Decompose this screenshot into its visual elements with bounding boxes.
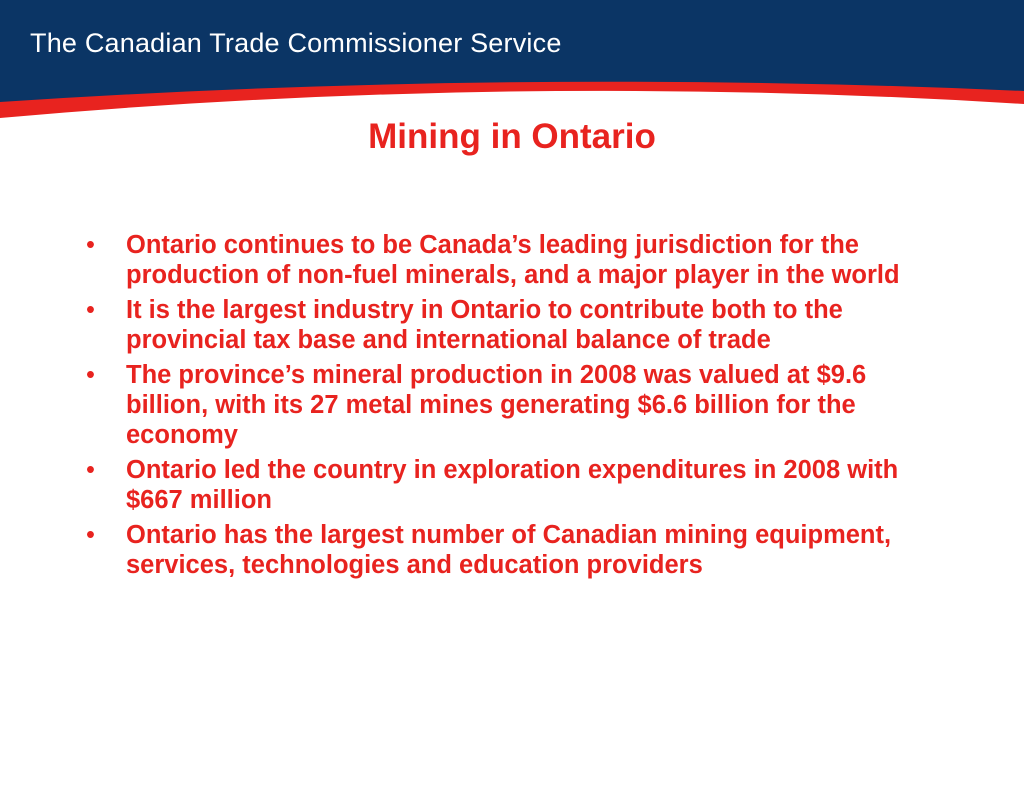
bullet-marker: • [86, 296, 95, 324]
header-banner [0, 0, 1024, 120]
slide-title: Mining in Ontario [368, 117, 656, 156]
bullet-list [84, 230, 944, 585]
bullet-marker: • [86, 456, 95, 484]
bullet-marker: • [86, 231, 95, 259]
bullet-item [84, 360, 944, 450]
bullet-item [84, 455, 944, 515]
bullet-item [84, 295, 944, 355]
bullet-text: Ontario led the country in exploration expenditures in 2008 with $667 million [126, 456, 899, 514]
bullet-marker: • [86, 361, 95, 389]
bullet-item [84, 230, 944, 290]
bullet-text: Ontario continues to be Canada’s leading jurisdiction for the production of non-fuel minerals, and a major player in the world [126, 231, 900, 289]
bullet-marker: • [86, 521, 95, 549]
bullet-text: Ontario has the largest number of Canadian mining equipment, services, technologies and education providers [126, 521, 892, 579]
header-title: The Canadian Trade Commissioner Service [30, 28, 562, 58]
bullet-text: The province’s mineral production in 2008 was valued at $9.6 billion, with its 27 metal mines generating $6.6 billion for the economy [126, 361, 867, 449]
bullet-text: It is the largest industry in Ontario to contribute both to the provincial tax base and international balance of trade [126, 296, 843, 354]
bullet-item [84, 520, 944, 580]
